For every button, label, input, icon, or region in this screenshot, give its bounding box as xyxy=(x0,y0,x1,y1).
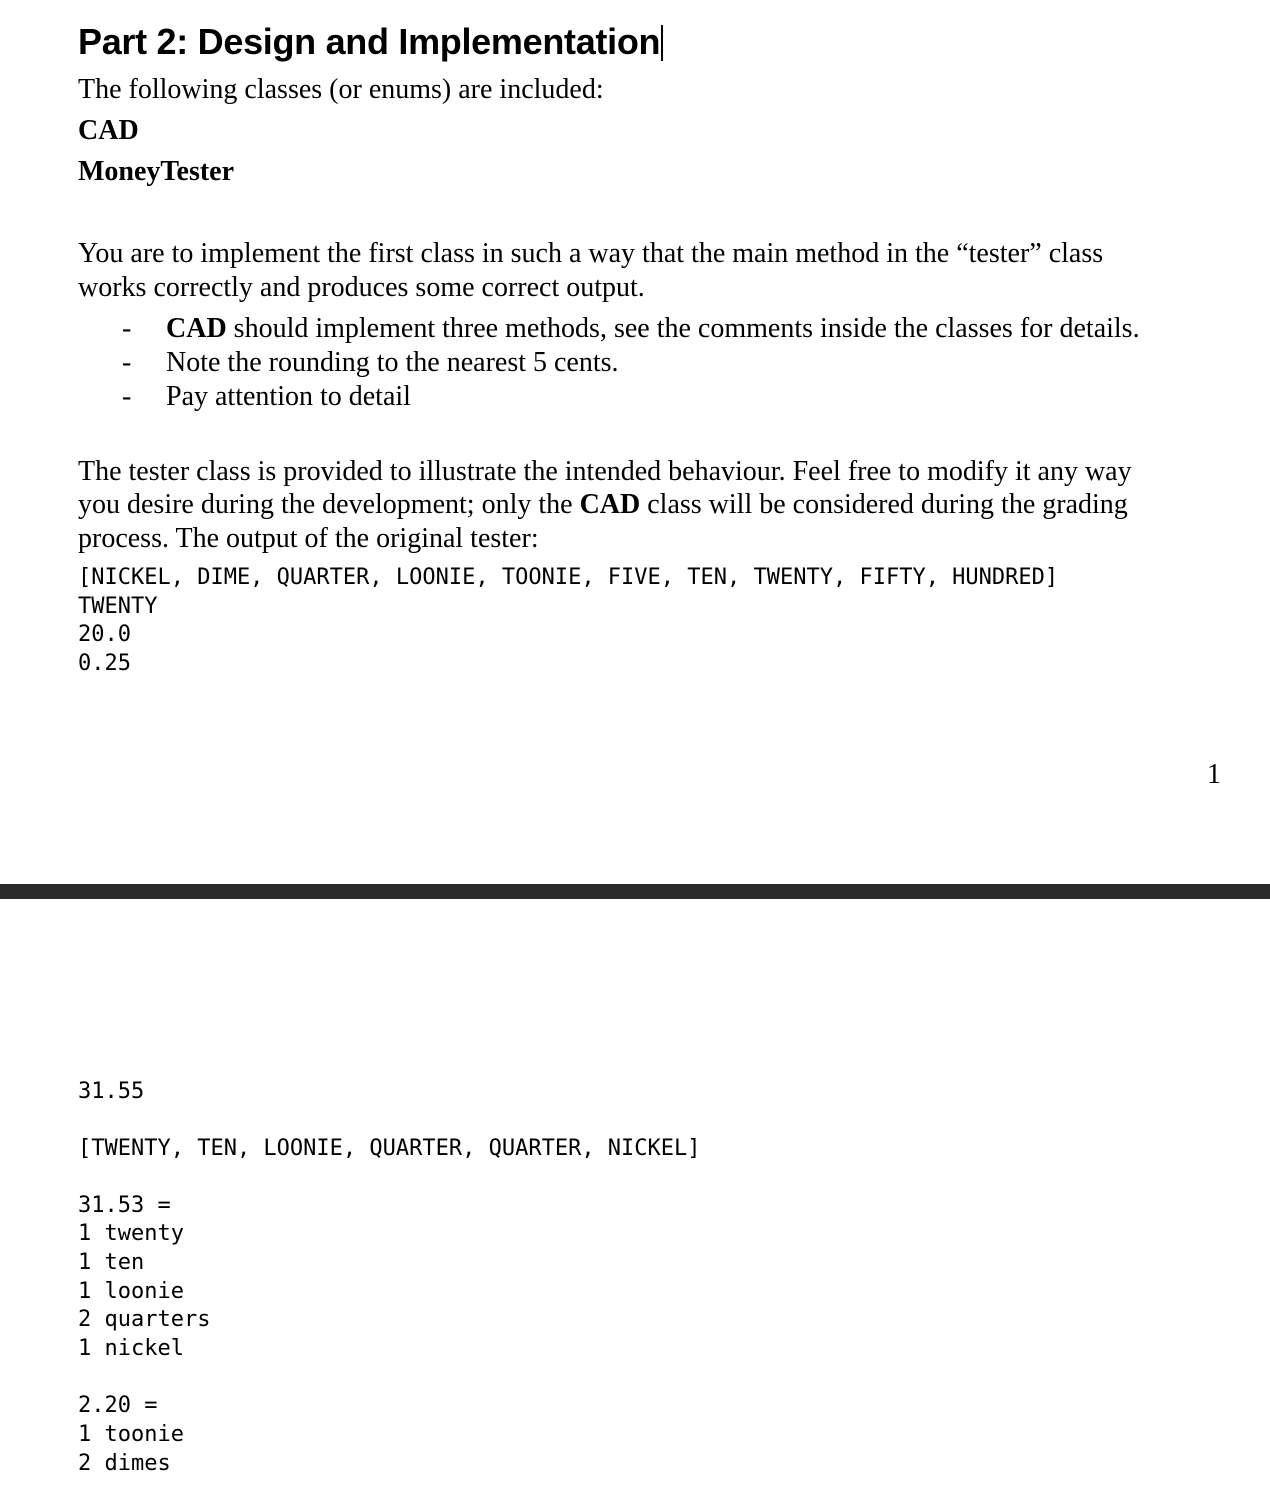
bullet-dash: - xyxy=(122,313,132,344)
code-output-line: 1 twenty xyxy=(78,1221,184,1246)
code-output-line: TWENTY xyxy=(78,594,158,619)
code-output-line: 1 toonie xyxy=(78,1422,184,1447)
paragraph-2-line-2-bold: CAD xyxy=(579,489,641,520)
bullet-dash: - xyxy=(122,347,132,378)
paragraph-1-line-2: works correctly and produces some correct output. xyxy=(78,272,645,303)
text-cursor xyxy=(661,25,663,61)
bullet-item-2: Note the rounding to the nearest 5 cents. xyxy=(166,347,619,378)
code-output-line: 1 ten xyxy=(78,1250,145,1275)
code-output-line: [NICKEL, DIME, QUARTER, LOONIE, TOONIE, FIVE, TEN, TWENTY, FIFTY, HUNDRED] xyxy=(78,565,1059,590)
code-output-line: 0.25 xyxy=(78,651,131,676)
code-output-line: [TWENTY, TEN, LOONIE, QUARTER, QUARTER, NICKEL] xyxy=(78,1136,701,1161)
bullet-item-1-bold: CAD xyxy=(166,313,227,344)
intro-text: The following classes (or enums) are included: xyxy=(78,74,604,105)
class-name-moneytester: MoneyTester xyxy=(78,156,235,187)
code-output-line: 1 loonie xyxy=(78,1279,184,1304)
paragraph-2-line-3: process. The output of the original tester: xyxy=(78,523,539,554)
bullet-item-3: Pay attention to detail xyxy=(166,381,411,412)
document-page-2 xyxy=(0,899,1270,1494)
code-output-line: 20.0 xyxy=(78,622,131,647)
code-output-line: 2 dimes xyxy=(78,1451,171,1476)
paragraph-2-line-2-post: class will be considered during the grading xyxy=(640,489,1128,520)
paragraph-1-line-1: You are to implement the first class in such a way that the main method in the “tester” class xyxy=(78,238,1104,269)
paragraph-2-line-1: The tester class is provided to illustrate the intended behaviour. Feel free to modify it any way xyxy=(78,456,1132,487)
page-number: 1 xyxy=(1207,759,1221,790)
code-output-line: 1 nickel xyxy=(78,1336,184,1361)
page-heading: Part 2: Design and Implementation xyxy=(78,22,663,62)
bullet-item-1 xyxy=(166,312,1140,346)
code-output-line: 2 quarters xyxy=(78,1307,211,1332)
paragraph-2-line-2-pre: you desire during the development; only the xyxy=(78,489,580,520)
code-output-line: 31.55 xyxy=(78,1079,145,1104)
code-output-line: 31.53 = xyxy=(78,1193,171,1218)
code-output-line: 2.20 = xyxy=(78,1393,158,1418)
bullet-item-1-text: should implement three methods, see the comments inside the classes for details. xyxy=(226,313,1140,344)
bullet-dash: - xyxy=(122,381,132,412)
page-separator xyxy=(0,884,1270,899)
class-name-cad: CAD xyxy=(78,115,139,146)
paragraph-2-line-2 xyxy=(78,488,1128,522)
